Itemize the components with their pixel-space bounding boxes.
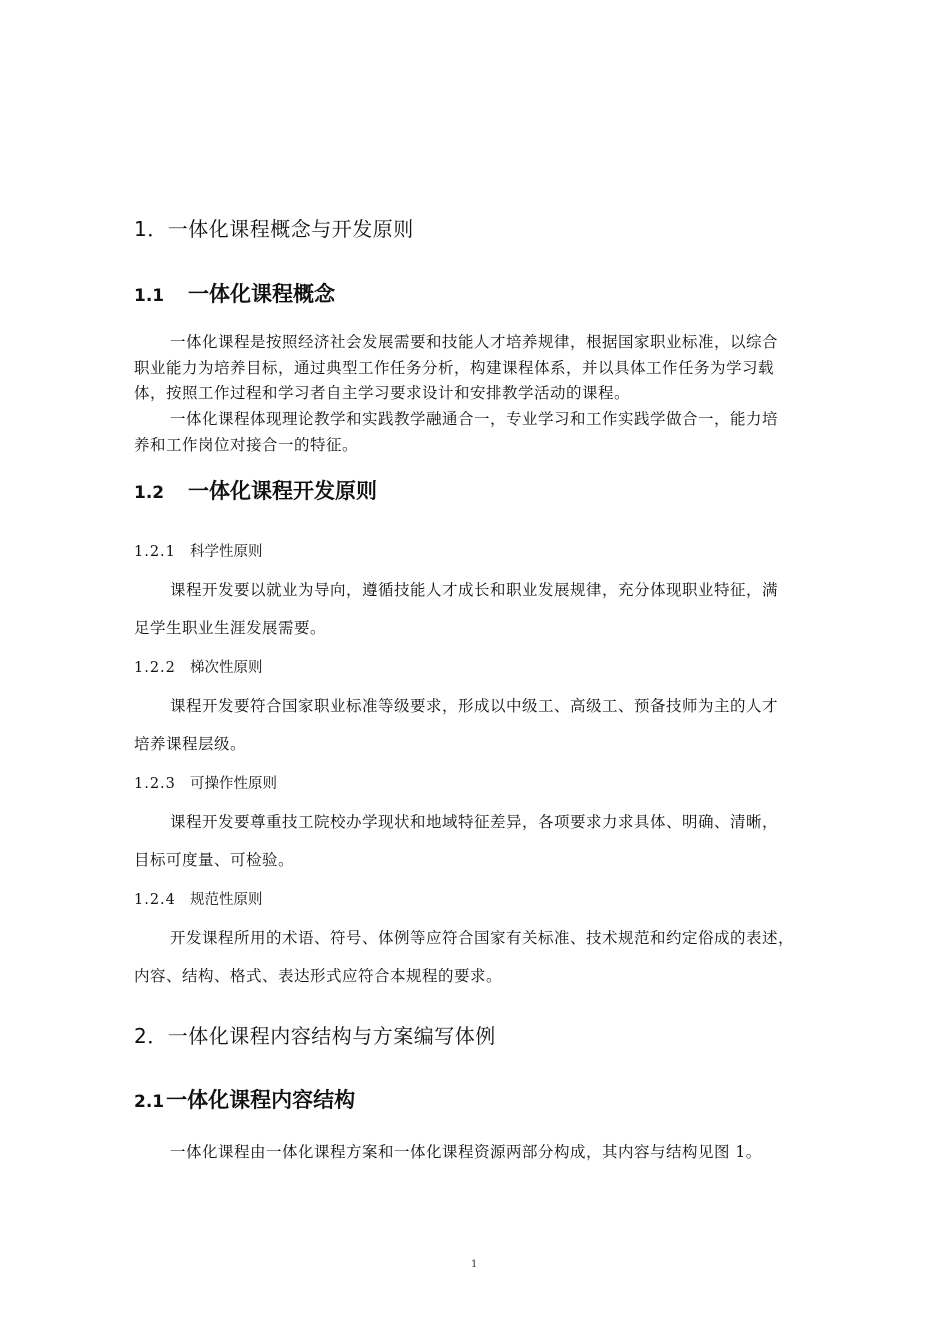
- subsection-number: 1.1: [134, 286, 165, 306]
- paragraph-line: 课程开发要尊重技工院校办学现状和地域特征差异，各项要求力求具体、明确、清晰，: [170, 813, 779, 831]
- clause-title: 科学性原则: [190, 544, 263, 560]
- clause-number: 1.2.2: [134, 660, 176, 676]
- subsection-title: 一体化课程内容结构: [166, 1088, 356, 1112]
- paragraph-line: 一体化课程由一体化课程方案和一体化课程资源两部分构成，其内容与结构见图 1。: [170, 1143, 762, 1161]
- paragraph-line: 足学生职业生涯发展需要。: [134, 619, 327, 637]
- clause-number: 1.2.3: [134, 776, 176, 792]
- paragraph-line: 一体化课程体现理论教学和实践教学融通合一，专业学习和工作实践学做合一，能力培: [170, 410, 779, 428]
- subsection-number: 2.1: [134, 1092, 165, 1112]
- clause-number: 1.2.1: [134, 544, 176, 560]
- section-heading: 2．一体化课程内容结构与方案编写体例: [134, 1024, 496, 1048]
- clause-number: 1.2.4: [134, 892, 176, 908]
- paragraph-line: 目标可度量、可检验。: [134, 851, 295, 869]
- subsection-heading: [134, 278, 335, 308]
- clause-title: 梯次性原则: [190, 660, 263, 676]
- paragraph-line: 培养课程层级。: [134, 735, 247, 753]
- paragraph-line: 课程开发要以就业为导向，遵循技能人才成长和职业发展规律，充分体现职业特征，满: [170, 581, 779, 599]
- subsection-title: 一体化课程开发原则: [188, 479, 377, 503]
- clause-heading: [134, 888, 263, 909]
- subsection-title: 一体化课程概念: [188, 282, 335, 306]
- paragraph-line: 课程开发要符合国家职业标准等级要求，形成以中级工、高级工、预备技师为主的人才: [170, 697, 779, 715]
- clause-heading: [134, 540, 263, 561]
- subsection-heading: [134, 475, 377, 505]
- paragraph-line: 一体化课程是按照经济社会发展需要和技能人才培养规律，根据国家职业标准，以综合: [170, 333, 779, 351]
- paragraph-line: 开发课程所用的术语、符号、体例等应符合国家有关标准、技术规范和约定俗成的表述，: [170, 929, 795, 947]
- clause-title: 可操作性原则: [190, 776, 277, 792]
- paragraph-line: 职业能力为培养目标，通过典型工作任务分析，构建课程体系，并以具体工作任务为学习载: [134, 359, 775, 377]
- clause-title: 规范性原则: [190, 892, 263, 908]
- paragraph-line: 养和工作岗位对接合一的特征。: [134, 436, 359, 454]
- paragraph-line: 内容、结构、格式、表达形式应符合本规程的要求。: [134, 967, 503, 985]
- clause-heading: [134, 656, 263, 677]
- paragraph-line: 体，按照工作过程和学习者自主学习要求设计和安排教学活动的课程。: [134, 384, 631, 402]
- subsection-heading: [134, 1084, 355, 1114]
- subsection-number: 1.2: [134, 483, 165, 503]
- clause-heading: [134, 772, 277, 793]
- page-number: 1: [471, 1259, 478, 1270]
- section-heading: 1．一体化课程概念与开发原则: [134, 217, 414, 241]
